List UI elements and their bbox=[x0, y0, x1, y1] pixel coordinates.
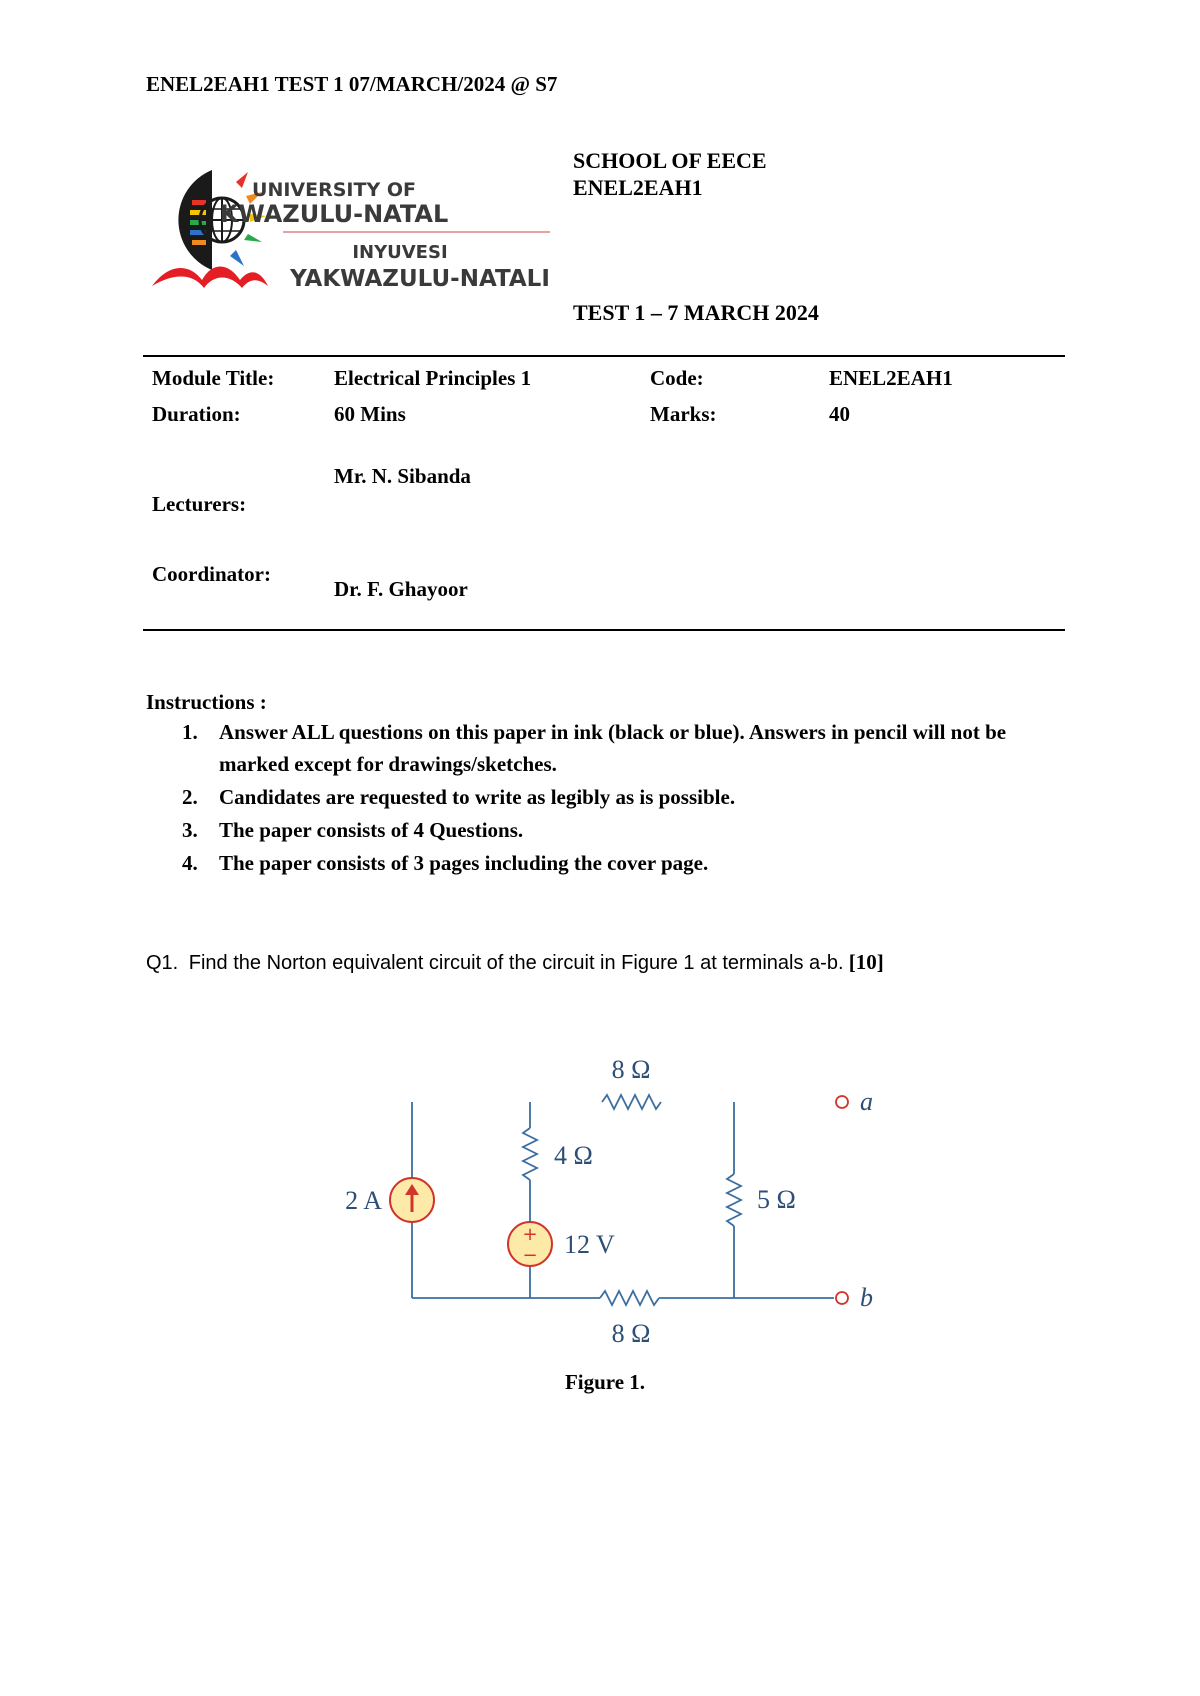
instruction-item bbox=[146, 716, 1056, 780]
voltage-plus: + bbox=[522, 1224, 538, 1245]
instructions-list bbox=[146, 716, 1056, 880]
resistor-4 bbox=[523, 1128, 537, 1180]
question-1 bbox=[146, 950, 884, 975]
resistor-8-bottom bbox=[600, 1291, 659, 1305]
code-value: ENEL2EAH1 bbox=[829, 366, 953, 390]
voltage-minus: − bbox=[522, 1245, 538, 1266]
lecturers-value: Mr. N. Sibanda bbox=[334, 464, 471, 488]
school-code: ENEL2EAH1 bbox=[573, 175, 703, 200]
university-logo bbox=[150, 162, 560, 312]
header-line: ENEL2EAH1 TEST 1 07/MARCH/2024 @ S7 bbox=[146, 72, 558, 96]
logo-bar-red bbox=[192, 200, 206, 205]
lecturers-label: Lecturers: bbox=[152, 492, 247, 516]
instruction-number: 4. bbox=[182, 851, 198, 875]
marks-value: 40 bbox=[829, 402, 850, 426]
module-title-label: Module Title: bbox=[152, 366, 275, 390]
school-name: SCHOOL OF EECE bbox=[573, 148, 767, 173]
figure-caption: Figure 1. bbox=[564, 1370, 646, 1394]
terminal-a-node bbox=[836, 1096, 848, 1108]
instruction-number: 2. bbox=[182, 785, 198, 809]
test-title: TEST 1 – 7 MARCH 2024 bbox=[573, 300, 819, 325]
logo-line-2: KWAZULU-NATAL bbox=[219, 200, 449, 228]
instruction-text: Candidates are requested to write as legibly as is possible. bbox=[219, 785, 736, 809]
instruction-number: 1. bbox=[182, 720, 198, 744]
logo-ray-green bbox=[244, 234, 262, 242]
instruction-item bbox=[146, 781, 1056, 813]
label-voltage-source: 12 V bbox=[564, 1230, 615, 1259]
question-1-label: Q1. bbox=[146, 952, 179, 974]
marks-label: Marks: bbox=[650, 402, 717, 426]
logo-bar-orange bbox=[192, 240, 206, 245]
instruction-item bbox=[146, 814, 1056, 846]
instructions-title: Instructions : bbox=[146, 690, 267, 714]
label-current-source: 2 A bbox=[345, 1186, 382, 1215]
table-bottom-rule bbox=[143, 629, 1065, 631]
logo-line-4: YAKWAZULU-NATALI bbox=[290, 266, 550, 292]
logo-ray-red bbox=[236, 172, 248, 188]
resistor-5 bbox=[727, 1174, 741, 1226]
logo-wave bbox=[152, 267, 268, 289]
code-label: Code: bbox=[650, 366, 704, 390]
instruction-text: The paper consists of 3 pages including the cover page. bbox=[219, 851, 709, 875]
resistor-8-top bbox=[602, 1095, 661, 1109]
question-1-marks: [10] bbox=[848, 950, 884, 974]
label-r-top: 8 Ω bbox=[611, 1055, 651, 1084]
instruction-text: Answer ALL questions on this paper in ink (black or blue). Answers in pencil will not be marked except for drawings/sketches. bbox=[219, 720, 1007, 776]
label-r-bottom: 8 Ω bbox=[611, 1319, 651, 1348]
school-block bbox=[573, 147, 767, 201]
logo-line-3: INYUVESI bbox=[352, 242, 448, 263]
coordinator-label: Coordinator: bbox=[152, 562, 271, 586]
logo-line-1: UNIVERSITY OF bbox=[252, 179, 416, 201]
circuit-diagram bbox=[320, 1040, 920, 1360]
logo-ray-blue bbox=[230, 250, 244, 266]
label-r4: 4 Ω bbox=[554, 1141, 593, 1170]
label-r5: 5 Ω bbox=[757, 1185, 796, 1214]
instruction-number: 3. bbox=[182, 818, 198, 842]
question-1-text: Find the Norton equivalent circuit of the circuit in Figure 1 at terminals a-b. bbox=[188, 952, 844, 974]
coordinator-value: Dr. F. Ghayoor bbox=[334, 577, 468, 601]
instruction-text: The paper consists of 4 Questions. bbox=[219, 818, 524, 842]
module-title-value: Electrical Principles 1 bbox=[334, 366, 532, 390]
duration-label: Duration: bbox=[152, 402, 241, 426]
terminal-b-node bbox=[836, 1292, 848, 1304]
table-top-rule bbox=[143, 355, 1065, 357]
duration-value: 60 Mins bbox=[334, 402, 406, 426]
label-terminal-b: b bbox=[860, 1283, 873, 1312]
instruction-item bbox=[146, 847, 1056, 879]
label-terminal-a: a bbox=[860, 1087, 873, 1116]
